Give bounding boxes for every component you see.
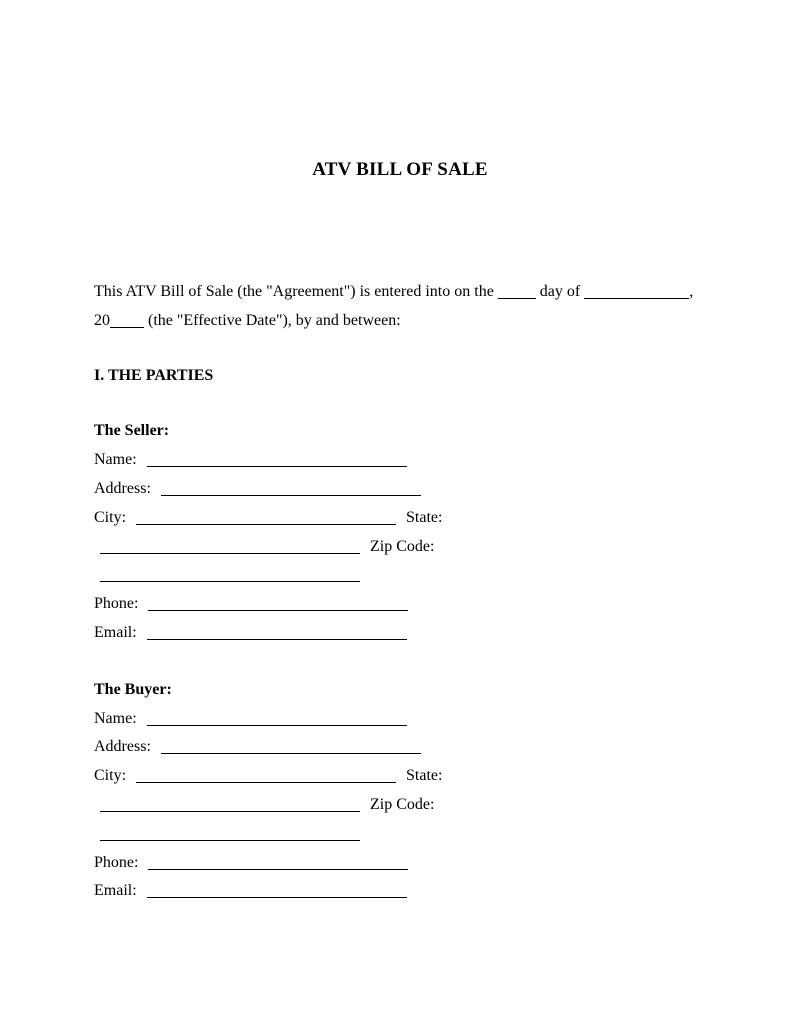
buyer-address-field[interactable] <box>161 740 421 754</box>
seller-email-field[interactable] <box>147 626 407 640</box>
seller-city-row <box>94 504 706 533</box>
seller-state-field[interactable] <box>100 540 360 554</box>
buyer-state-field[interactable] <box>100 798 360 812</box>
buyer-email-label: Email: <box>94 882 137 900</box>
parties-section-heading: I. THE PARTIES <box>94 366 214 384</box>
buyer-city-label: City: <box>94 767 127 785</box>
buyer-state-row <box>94 791 706 820</box>
buyer-email-field[interactable] <box>147 884 407 898</box>
buyer-phone-field[interactable] <box>148 856 408 870</box>
document-title: ATV BILL OF SALE <box>312 159 488 180</box>
buyer-state-label: State: <box>406 767 443 785</box>
seller-state-row <box>94 533 706 562</box>
buyer-name-field[interactable] <box>147 712 407 726</box>
intro-text-before-day: This ATV Bill of Sale (the "Agreement") is entered into on the <box>94 283 494 300</box>
buyer-address-row <box>94 733 706 762</box>
seller-address-field[interactable] <box>161 482 421 496</box>
buyer-city-row <box>94 762 706 791</box>
buyer-phone-row <box>94 849 706 878</box>
seller-address-label: Address: <box>94 479 151 497</box>
seller-zip-row <box>94 561 706 590</box>
seller-phone-label: Phone: <box>94 595 139 613</box>
year-field[interactable] <box>110 314 144 328</box>
buyer-zip-label: Zip Code: <box>370 795 435 813</box>
seller-name-label: Name: <box>94 451 137 469</box>
seller-city-field[interactable] <box>136 511 396 525</box>
seller-zip-label: Zip Code: <box>370 537 435 555</box>
intro-text-after-year: (the "Effective Date"), by and between: <box>148 311 401 329</box>
seller-name-row <box>94 446 706 475</box>
seller-email-row <box>94 619 706 648</box>
seller-name-field[interactable] <box>147 453 407 467</box>
day-field[interactable] <box>498 285 536 299</box>
seller-zip-field[interactable] <box>100 568 360 582</box>
buyer-address-label: Address: <box>94 738 151 756</box>
seller-city-label: City: <box>94 508 127 526</box>
seller-email-label: Email: <box>94 623 137 641</box>
buyer-city-field[interactable] <box>136 769 396 783</box>
seller-state-label: State: <box>406 508 443 526</box>
seller-address-row <box>94 475 706 504</box>
buyer-zip-row <box>94 820 706 849</box>
seller-heading: The Seller: <box>94 422 170 440</box>
seller-phone-field[interactable] <box>148 597 408 611</box>
intro-text-comma: , <box>689 283 694 300</box>
intro-line-2 <box>94 307 706 336</box>
buyer-name-label: Name: <box>94 709 137 727</box>
intro-line-1 <box>94 278 706 307</box>
buyer-email-row <box>94 877 706 906</box>
intro-text-day-of: day of <box>539 283 581 300</box>
buyer-heading: The Buyer: <box>94 680 172 698</box>
month-field[interactable] <box>584 285 689 299</box>
buyer-phone-label: Phone: <box>94 853 139 871</box>
seller-phone-row <box>94 590 706 619</box>
document-content <box>94 0 706 906</box>
buyer-name-row <box>94 705 706 734</box>
buyer-zip-field[interactable] <box>100 827 360 841</box>
intro-text-year-prefix: 20 <box>94 311 110 329</box>
